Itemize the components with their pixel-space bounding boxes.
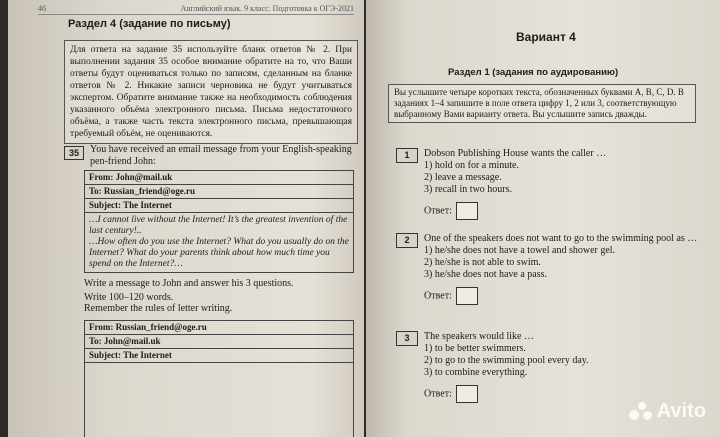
option: 3) he/she does not have a pass.: [424, 269, 548, 280]
write-instruction-2: Write 100–120 words.: [84, 292, 174, 303]
answer-row: [424, 202, 714, 220]
question-text: Dobson Publishing House wants the caller …: [424, 148, 607, 159]
write-instruction-1: Write a message to John and answer his 3 questions.: [84, 278, 294, 289]
answer-box[interactable]: [456, 385, 478, 403]
email-reply-form: [84, 320, 354, 437]
email-john: [84, 170, 354, 273]
reply-subject: Subject: The Internet: [85, 349, 353, 363]
left-page: [8, 0, 364, 437]
option: 1) to be better swimmers.: [424, 343, 526, 354]
option: 3) recall in two hours.: [424, 184, 513, 195]
option: 2) he/she is not able to swim.: [424, 257, 541, 268]
question-3: [424, 331, 714, 403]
option: 1) hold on for a minute.: [424, 160, 519, 171]
task-intro: You have received an email message from your English-speaking pen-friend John:: [90, 144, 352, 167]
answer-label: Ответ:: [424, 290, 452, 302]
question-text: One of the speakers does not want to go to the swimming pool as …: [424, 233, 698, 244]
answer-label: Ответ:: [424, 205, 452, 217]
email-subject: Subject: The Internet: [85, 199, 353, 213]
book-title: Английский язык. 9 класс. Подготовка к ОГЭ-2021: [180, 4, 354, 13]
avito-logo-icon: [629, 402, 653, 422]
reply-writing-area: [85, 363, 353, 437]
watermark-text: Avito: [656, 400, 706, 422]
question-number: 3: [396, 331, 418, 346]
email-body: [85, 213, 353, 272]
option: 2) to go to the swimming pool every day.: [424, 355, 589, 366]
email-to: To: Russian_friend@oge.ru: [85, 185, 353, 199]
instructions-box: Для ответа на задание 35 используйте бланк ответов № 2. При выполнении задания 35 особое внимание обратите на то, что Ваши ответы будут оцениваться только по записям, сделанным на бланке ответов № 2. Никакие записи черновика не будут учитываться экспертом. Обратите внимание также на необходимость соблюдения указанного объёма электронного письма. Письма недостаточного объёма, а также часть текста электронного письма, превышающая требуемый объём, не оцениваются.: [64, 40, 358, 144]
listening-instructions: Вы услышите четыре коротких текста, обозначенных буквами A, B, C, D. В заданиях 1–4 запишите в поле ответа цифру 1, 2 или 3, соответствующую выбранному Вами варианту ответа. Вы услышите запись дважды.: [388, 84, 696, 123]
question-1: [424, 148, 714, 220]
question-2: [424, 233, 714, 305]
question-number: 1: [396, 148, 418, 163]
avito-watermark: [629, 400, 706, 423]
section-title: Раздел 4 (задание по письму): [68, 18, 231, 30]
page-number: 46: [38, 4, 46, 13]
answer-box[interactable]: [456, 202, 478, 220]
question-number: 2: [396, 233, 418, 248]
right-page: [366, 0, 720, 437]
reply-from: From: Russian_friend@oge.ru: [85, 321, 353, 335]
option: 3) to combine everything.: [424, 367, 528, 378]
write-instruction-3: Remember the rules of letter writing.: [84, 303, 233, 314]
email-from: From: John@mail.uk: [85, 171, 353, 185]
option: 2) leave a message.: [424, 172, 502, 183]
question-text: The speakers would like …: [424, 331, 534, 342]
section-title: Раздел 1 (задания по аудированию): [448, 67, 619, 78]
task-number: 35: [64, 146, 84, 160]
running-header: [38, 4, 354, 15]
email-body-paragraph-1: …I cannot live without the Internet! It’s the greatest invention of the last century!..: [89, 215, 348, 236]
email-body-paragraph-2: …How often do you use the Internet? What do you usually do on the Internet? What do your parents think about how much time you spend on the Internet?…: [89, 237, 349, 269]
answer-label: Ответ:: [424, 388, 452, 400]
reply-to: To: John@mail.uk: [85, 335, 353, 349]
option: 1) he/she does not have a towel and shower gel.: [424, 245, 616, 256]
variant-title: Вариант 4: [516, 30, 576, 44]
answer-row: [424, 287, 714, 305]
answer-box[interactable]: [456, 287, 478, 305]
